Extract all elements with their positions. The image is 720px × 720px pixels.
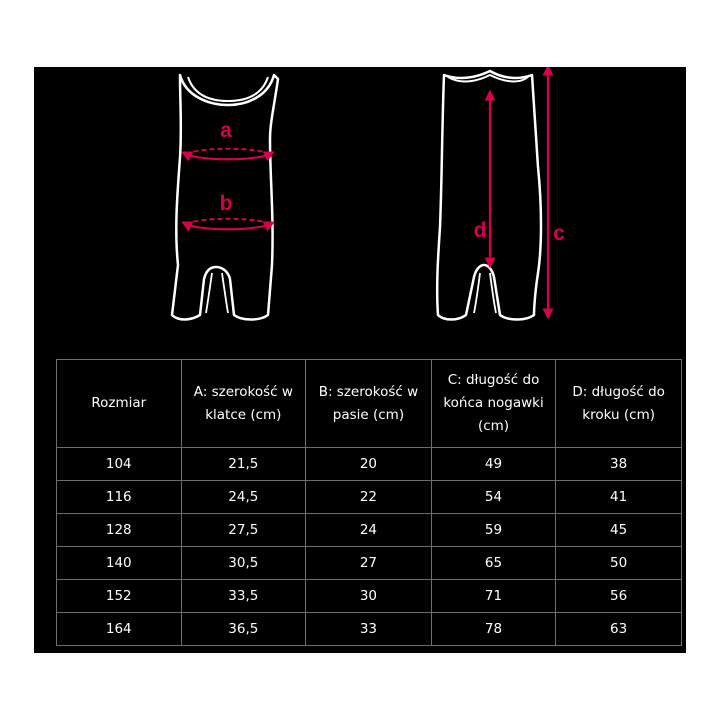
cell-chest: 27,5 xyxy=(181,514,306,547)
header-chest-width: A: szerokość w klatce (cm) xyxy=(181,360,306,448)
cell-crotch-length: 63 xyxy=(556,613,682,646)
cell-waist: 33 xyxy=(306,613,432,646)
cell-crotch-length: 41 xyxy=(556,481,682,514)
cell-crotch-length: 38 xyxy=(556,448,682,481)
table-row xyxy=(57,514,682,547)
cell-leg-length: 65 xyxy=(431,547,556,580)
back-view xyxy=(437,70,565,320)
measure-b-label: b xyxy=(219,192,233,215)
garment-diagram xyxy=(34,67,686,357)
cell-chest: 30,5 xyxy=(181,547,306,580)
measure-a-dashed-line xyxy=(186,149,270,154)
table-row xyxy=(57,547,682,580)
cell-size: 164 xyxy=(57,613,182,646)
front-leg-inner xyxy=(206,273,228,313)
cell-leg-length: 78 xyxy=(431,613,556,646)
cell-waist: 22 xyxy=(306,481,432,514)
cell-crotch-length: 45 xyxy=(556,514,682,547)
cell-size: 104 xyxy=(57,448,182,481)
measure-b-line xyxy=(186,224,270,229)
measure-c-label: c xyxy=(553,222,565,245)
cell-waist: 20 xyxy=(306,448,432,481)
header-waist-width: B: szerokość w pasie (cm) xyxy=(306,360,432,448)
cell-crotch-length: 50 xyxy=(556,547,682,580)
size-table-header xyxy=(57,360,682,448)
cell-size: 140 xyxy=(57,547,182,580)
table-row xyxy=(57,580,682,613)
measure-b-dashed-line xyxy=(186,219,270,224)
cell-leg-length: 71 xyxy=(431,580,556,613)
front-view xyxy=(172,75,278,320)
cell-crotch-length: 56 xyxy=(556,580,682,613)
cell-leg-length: 49 xyxy=(431,448,556,481)
cell-chest: 24,5 xyxy=(181,481,306,514)
cell-size: 128 xyxy=(57,514,182,547)
measure-a-label: a xyxy=(220,119,232,142)
cell-size: 116 xyxy=(57,481,182,514)
measure-a-line xyxy=(186,154,270,159)
header-crotch-length: D: długość do kroku (cm) xyxy=(556,360,682,448)
header-size: Rozmiar xyxy=(57,360,182,448)
size-table-body xyxy=(57,448,682,646)
cell-leg-length: 54 xyxy=(431,481,556,514)
cell-waist: 24 xyxy=(306,514,432,547)
header-leg-length: C: długość do końca nogawki (cm) xyxy=(431,360,556,448)
table-row xyxy=(57,613,682,646)
cell-waist: 27 xyxy=(306,547,432,580)
cell-chest: 36,5 xyxy=(181,613,306,646)
size-chart-panel xyxy=(34,67,686,653)
cell-leg-length: 59 xyxy=(431,514,556,547)
cell-chest: 21,5 xyxy=(181,448,306,481)
table-row xyxy=(57,448,682,481)
cell-waist: 30 xyxy=(306,580,432,613)
cell-chest: 33,5 xyxy=(181,580,306,613)
back-leg-inner xyxy=(474,273,496,313)
size-table xyxy=(56,359,682,646)
cell-size: 152 xyxy=(57,580,182,613)
table-row xyxy=(57,481,682,514)
header-row xyxy=(57,360,682,448)
measure-d-label: d xyxy=(473,219,487,242)
